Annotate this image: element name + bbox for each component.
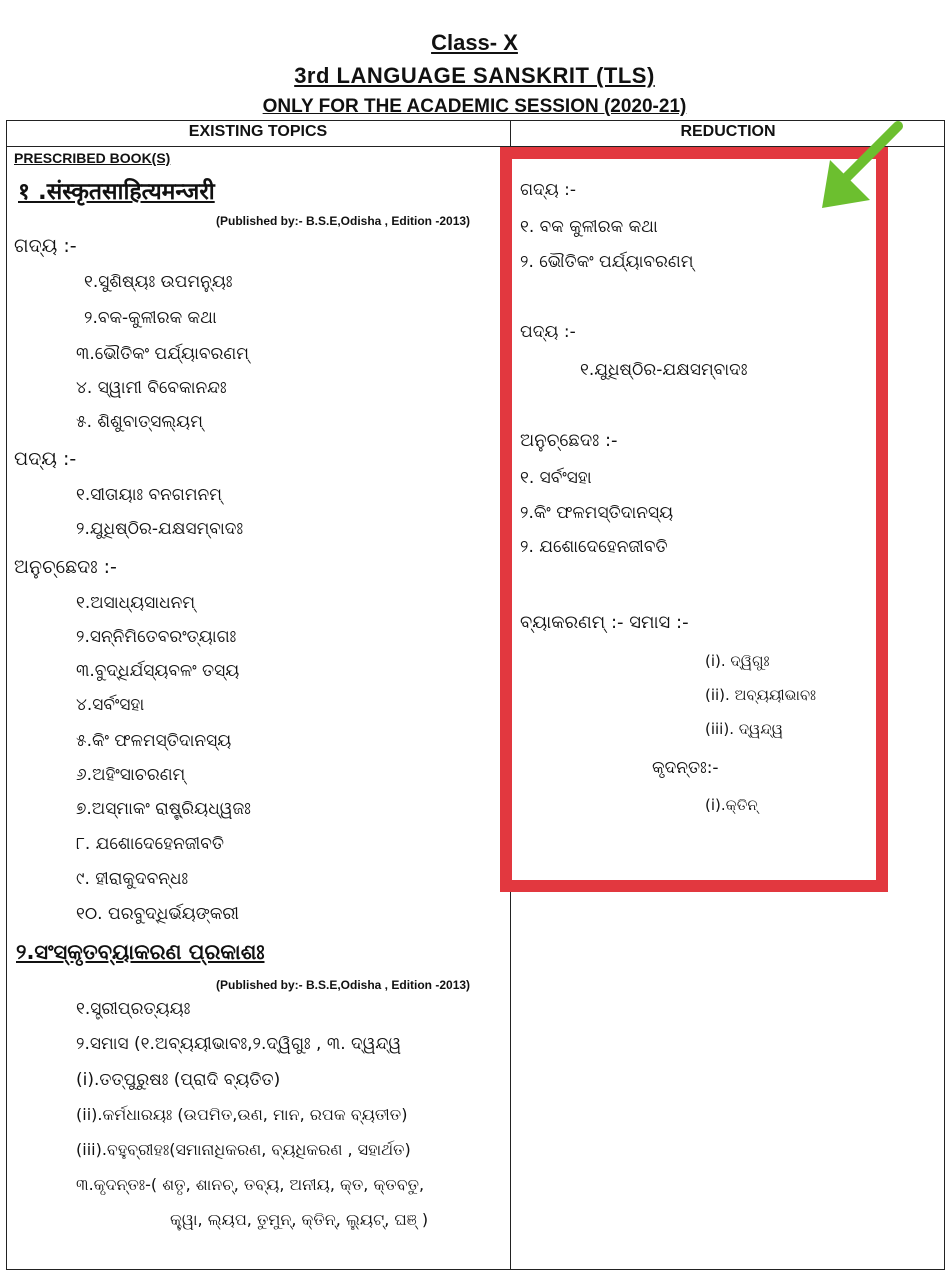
- reduction-header: REDUCTION: [680, 123, 776, 140]
- book1-published: (Published by:- B.S.E,Odisha , Edition -2013): [216, 214, 471, 228]
- list-item: ୧.ଯୁଧିଷ୍ଠିର-ଯକ୍ଷସମ୍ବାଦଃ: [580, 360, 748, 380]
- list-item: (iii).ବହୁବ୍ରୀହଃ(ସମାନାଧିକରଣ, ବ୍ୟଧିକରଣ , ସହାର୍ଥତ): [76, 1140, 411, 1159]
- list-item: (i). ଦ୍ୱିଗୁଃ: [705, 652, 770, 670]
- book1-title: १ .संस्कृतसाहित्यमन्जरी: [18, 179, 215, 205]
- anuchheda-label: ଅନୁଚ୍ଛେଦଃ :-: [14, 556, 117, 578]
- list-item: ୧.ଅସାଧ୍ୟସାଧନମ୍: [76, 593, 196, 613]
- list-item: ୧.ସୁଶିଷ୍ୟଃ ଉପମନ୍ୟୁଃ: [84, 272, 233, 292]
- reduction-anuchheda-label: ଅନୁଚ୍ଛେଦଃ :-: [520, 430, 618, 451]
- list-item: ୨.ଯୁଧିଷ୍ଠିର-ଯକ୍ଷସମ୍ବାଦଃ: [76, 519, 244, 539]
- list-item: ୩.ବୁଦ୍ଧିର୍ଯସ୍ୟବଳଂ ତସ୍ୟ: [76, 661, 240, 681]
- prescribed-books-label: PRESCRIBED BOOK(S): [14, 150, 171, 166]
- padya-label: ପଦ୍ୟ :-: [14, 448, 77, 470]
- class-title: Class- X: [431, 30, 518, 55]
- list-item: (i).ତତ୍ପୁରୁଷଃ (ପ୍ରାଦି ବ୍ୟତିତ): [76, 1070, 281, 1090]
- book2-published: (Published by:- B.S.E,Odisha , Edition -2013): [216, 978, 471, 992]
- list-item: (iii). ଦ୍ୱନ୍ଦ୍ୱ: [705, 720, 784, 738]
- list-item: ୨.ସମାସ (୧.ଅବ୍ୟୟୀଭାବଃ,୨.ଦ୍ୱିଗୁଃ , ୩. ଦ୍ୱନ୍ଦ୍ୱ: [76, 1034, 402, 1054]
- list-item: ୨. ଭୌତିକଂ ପର୍ଯ୍ୟାବରଣମ୍: [520, 252, 694, 272]
- list-item: ୩.କୃଦନ୍ତଃ-( ଶତୃ, ଶାନଚ୍, ତବ୍ୟ, ଅନୀୟ, କ୍ତ, କ୍ତବତୁ,: [76, 1175, 425, 1194]
- session-title: ONLY FOR THE ACADEMIC SESSION (2020-21): [262, 96, 687, 117]
- list-item: ୬.ଅହିଂସାଚରଣମ୍: [76, 765, 186, 785]
- list-item: ୧୦. ପରବୁଦ୍ଧିର୍ଭୟଙ୍କରୀ: [76, 904, 240, 924]
- list-item: ୨. ଯଶୋଦେହେନଜୀବତି: [520, 537, 668, 557]
- reduction-gadya-label: ଗଦ୍ୟ :-: [520, 180, 577, 200]
- gadya-label: ଗଦ୍ୟ :-: [14, 235, 77, 257]
- subject-title: 3rd LANGUAGE SANSKRIT (TLS): [294, 63, 655, 88]
- list-item: ୭.ଅସ୍ମାକଂ ରାଷ୍ଟ୍ରିୟଧ୍ୱଜଃ: [76, 799, 251, 819]
- list-item: (i).କ୍ତିନ୍: [705, 796, 758, 814]
- reduction-vyakarana-label: ବ୍ୟାକରଣମ୍ :- ସମାସ :-: [520, 612, 689, 633]
- list-item: (ii). ଅବ୍ୟୟୀଭାବଃ: [705, 686, 816, 704]
- reduction-krdanta-label: କୃଦନ୍ତଃ:-: [652, 758, 719, 778]
- list-item: ୧.ସ୍ତ୍ରୀପ୍ରତ୍ୟୟଃ: [76, 999, 191, 1019]
- list-item: ୨.କିଂ ଫଳମସ୍ତିଦାନସ୍ୟ: [520, 503, 674, 523]
- list-item: କ୍ତ୍ୱା, ଲ୍ୟପ, ତୁମୁନ୍, କ୍ତିନ୍, ଲ୍ୟୁଟ୍, ଘଞ୍ ): [170, 1210, 429, 1229]
- list-item: ୮. ଯଶୋଦେହେନଜୀବତି: [76, 834, 224, 854]
- list-item: ୧. ବକ କୁଳୀରକ କଥା: [520, 217, 658, 237]
- list-item: ୪.ସର୍ବଂସହା: [76, 695, 145, 715]
- list-item: ୯. ହୀରାକୁଦବନ୍ଧଃ: [76, 869, 189, 889]
- list-item: ୨.ବକ-କୁଳୀରକ କଥା: [84, 308, 217, 328]
- list-item: ୧. ସର୍ବଂସହା: [520, 468, 592, 488]
- list-item: ୩.ଭୌତିକଂ ପର୍ଯ୍ୟାବରଣମ୍: [76, 344, 249, 364]
- reduction-padya-label: ପଦ୍ୟ :-: [520, 322, 576, 342]
- list-item: (ii).କର୍ମଧାରୟଃ (ଉପମିତ,ଉଣ, ମାନ, ରପକ ବ୍ୟତୀତ): [76, 1105, 408, 1124]
- list-item: ୫. ଶିଶୁବାତ୍ସଲ୍ୟମ୍: [76, 412, 203, 432]
- book2-title: ୨.ସଂସ୍କୃତବ୍ୟାକରଣ ପ୍ରକାଶଃ: [16, 940, 265, 964]
- existing-topics-header: EXISTING TOPICS: [188, 123, 328, 140]
- list-item: ୨.ସନ୍ନିମିତେବରଂତ୍ୟାଗଃ: [76, 627, 237, 647]
- list-item: ୧.ସୀତାୟାଃ ବନଗମନମ୍: [76, 485, 222, 505]
- list-item: ୫.କିଂ ଫଳମସ୍ତିଦାନସ୍ୟ: [76, 731, 232, 751]
- green-arrow-icon: [810, 118, 910, 218]
- list-item: ୪. ସ୍ୱାମୀ ବିବେକାନନ୍ଦଃ: [76, 378, 227, 398]
